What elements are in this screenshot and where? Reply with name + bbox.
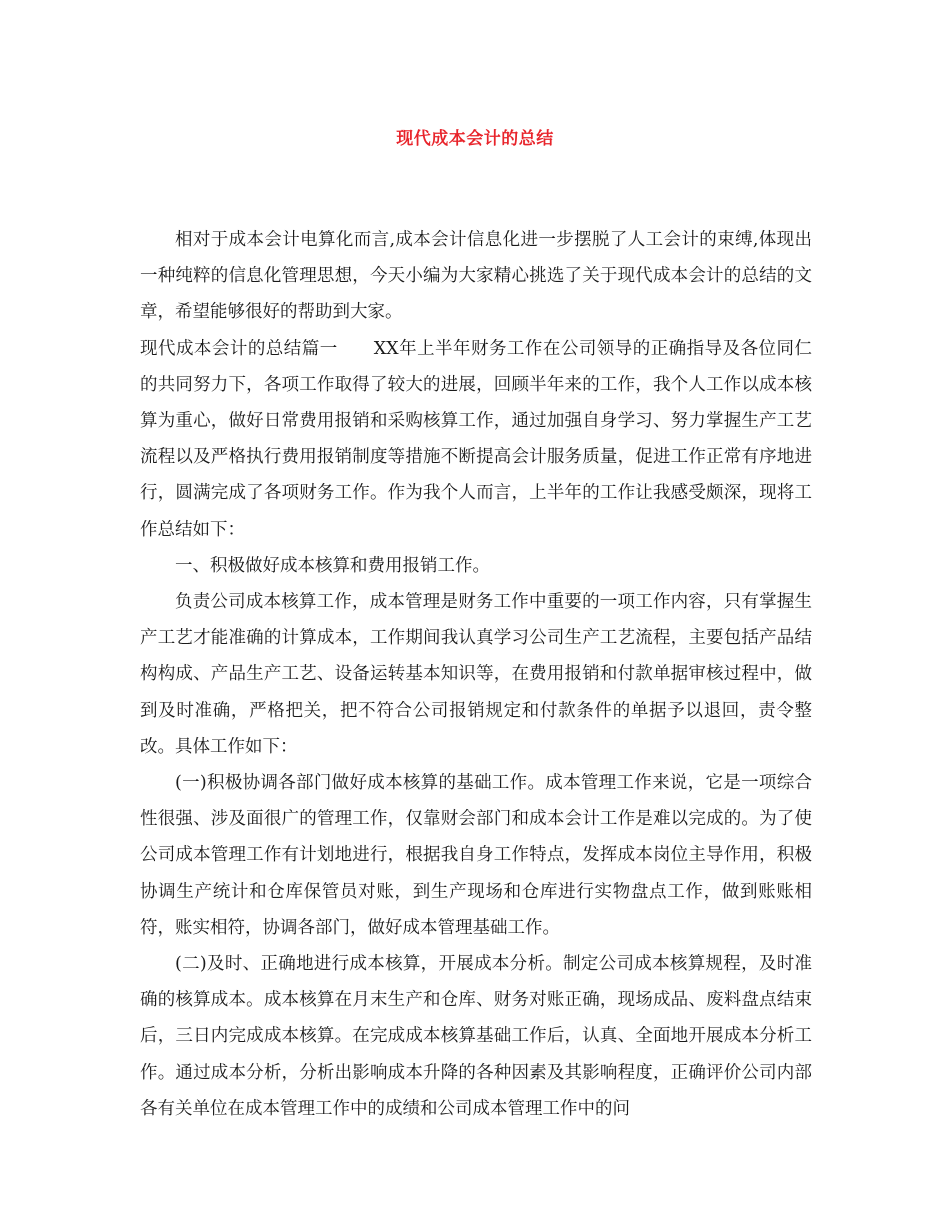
intro-paragraph: 相对于成本会计电算化而言,成本会计信息化进一步摆脱了人工会计的束缚,体现出一种纯粹的信息化管理思想，今天小编为大家精心挑选了关于现代成本会计的总结的文章，希望能够很好的帮助到大家。	[140, 230, 812, 323]
document-title: 现代成本会计的总结	[396, 129, 554, 149]
point1-body: 负责公司成本核算工作，成本管理是财务工作中重要的一项工作内容，只有掌握生产工艺才能准确的计算成本，工作期间我认真学习公司生产工艺流程，主要包括产品结构构成、产品生产工艺、设备运转基本知识等，在费用报销和付款单据审核过程中，做到及时准确，严格把关，把不符合公司报销规定和付款条件的单据予以退回，责令整改。具体工作如下：	[140, 592, 812, 757]
section-body: XX年上半年财务工作在公司领导的正确指导及各位同仁的共同努力下，各项工作取得了较大的进展，回顾半年来的工作，我个人工作以成本核算为重心，做好日常费用报销和采购核算工作，通过加强自身学习、努力掌握生产工艺流程以及严格执行费用报销制度等措施不断提高会计服务质量，促进工作正常有序地进行，圆满完成了各项财务工作。作为我个人而言，上半年的工作让我感受颇深，现将工作总结如下：	[140, 338, 812, 540]
section-paragraph	[140, 331, 812, 548]
subpoint-1: (一)积极协调各部门做好成本核算的基础工作。成本管理工作来说，它是一项综合性很强、涉及面很广的管理工作，仅靠财会部门和成本会计工作是难以完成的。为了使公司成本管理工作有计划地进行，根据我自身工作特点，发挥成本岗位主导作用，积极协调生产统计和仓库保管员对账，到生产现场和仓库进行实物盘点工作，做到账账相符，账实相符，协调各部门，做好成本管理基础工作。	[140, 773, 812, 938]
section-heading: 现代成本会计的总结篇一	[140, 338, 338, 359]
subpoint-2: (二)及时、正确地进行成本核算，开展成本分析。制定公司成本核算规程，及时准确的核算成本。成本核算在月末生产和仓库、财务对账正确，现场成品、废料盘点结束后，三日内完成成本核算。在完成成本核算基础工作后，认真、全面地开展成本分析工作。通过成本分析，分析出影响成本升降的各种因素及其影响程度，正确评价公司内部各有关单位在成本管理工作中的成绩和公司成本管理工作中的问	[140, 954, 812, 1119]
point1-heading: 一、积极做好成本核算和费用报销工作。	[175, 555, 490, 576]
document-body	[140, 222, 812, 1127]
